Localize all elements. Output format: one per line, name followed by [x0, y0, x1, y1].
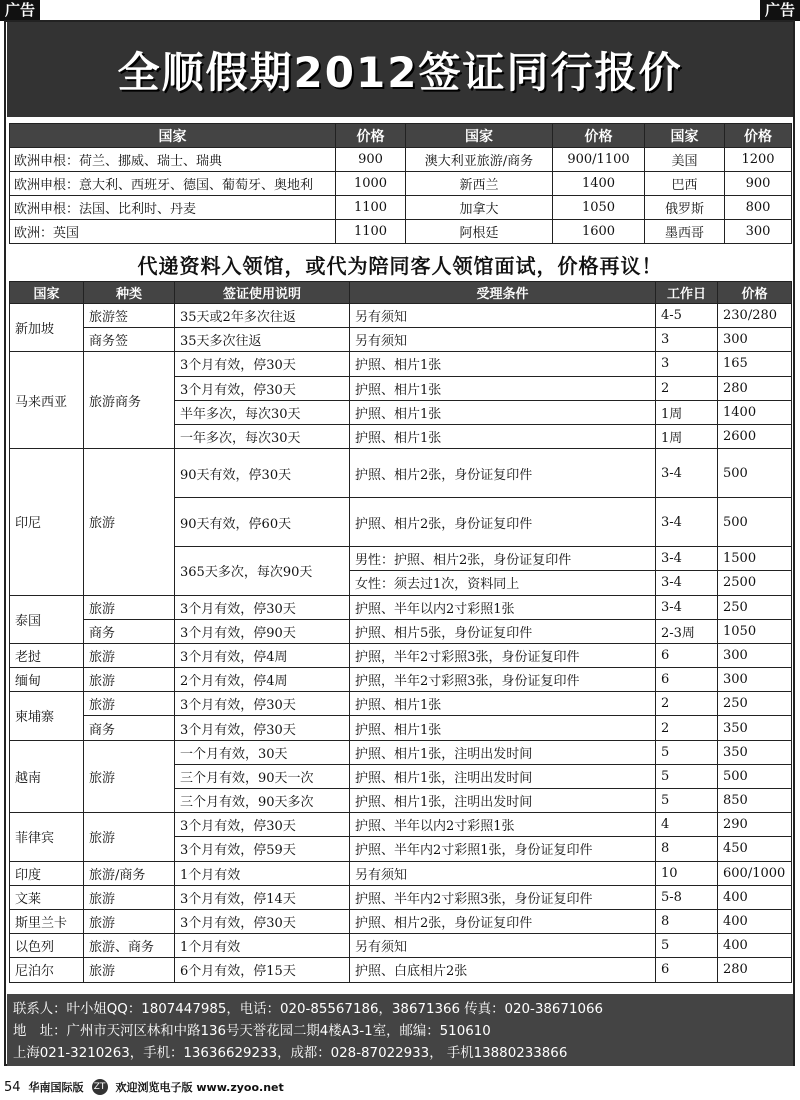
price-cell: 900/1100 — [553, 148, 645, 172]
days-cell: 8 — [656, 837, 718, 861]
desc-cell: 3个月有效，停4周 — [175, 643, 350, 667]
country-cell: 泰国 — [10, 595, 84, 643]
days-cell: 3-4 — [656, 498, 718, 547]
price-cell: 300 — [718, 328, 792, 352]
price-cell: 165 — [718, 352, 792, 376]
page-title: 全顺假期2012签证同行报价 — [117, 47, 683, 97]
req-cell: 男性：护照、相片2张，身份证复印件 — [350, 547, 656, 571]
table-row — [10, 328, 792, 352]
visa-table-header — [10, 282, 792, 304]
type-cell: 旅游 — [84, 449, 175, 595]
country-cell: 越南 — [10, 740, 84, 813]
days-cell: 2-3周 — [656, 619, 718, 643]
price-cell: 250 — [718, 692, 792, 716]
type-cell: 商务 — [84, 619, 175, 643]
table-row — [10, 958, 792, 982]
title-banner — [7, 22, 793, 117]
country-cell: 印尼 — [10, 449, 84, 595]
country-cell: 尼泊尔 — [10, 958, 84, 982]
price-cell: 2500 — [718, 571, 792, 595]
price-table — [9, 123, 792, 244]
table-row — [10, 740, 792, 764]
table-row — [10, 861, 792, 885]
req-cell: 另有须知 — [350, 861, 656, 885]
req-cell: 护照、半年以内2寸彩照1张 — [350, 813, 656, 837]
table-row — [10, 716, 792, 740]
price-cell: 1000 — [336, 172, 406, 196]
req-cell: 护照、相片1张 — [350, 376, 656, 400]
price-cell: 1400 — [718, 400, 792, 424]
type-cell: 旅游 — [84, 813, 175, 861]
country-cell: 新西兰 — [406, 172, 553, 196]
desc-cell: 三个月有效，90天一次 — [175, 764, 350, 788]
price-cell: 1100 — [336, 220, 406, 244]
type-cell: 旅游 — [84, 958, 175, 982]
req-cell: 护照、相片1张 — [350, 692, 656, 716]
req-cell: 护照、白底相片2张 — [350, 958, 656, 982]
header-price: 价格 — [553, 124, 645, 148]
type-cell: 旅游商务 — [84, 352, 175, 449]
days-cell: 2 — [656, 716, 718, 740]
country-cell: 阿根廷 — [406, 220, 553, 244]
price-cell: 1100 — [336, 196, 406, 220]
country-cell: 以色列 — [10, 934, 84, 958]
req-cell: 护照、相片1张，注明出发时间 — [350, 740, 656, 764]
days-cell: 3 — [656, 352, 718, 376]
country-cell: 缅甸 — [10, 668, 84, 692]
req-cell: 女性：须去过1次，资料同上 — [350, 571, 656, 595]
desc-cell: 3个月有效，停30天 — [175, 716, 350, 740]
desc-cell: 3个月有效，停59天 — [175, 837, 350, 861]
price-cell: 2600 — [718, 424, 792, 448]
price-cell: 290 — [718, 813, 792, 837]
country-cell: 马来西亚 — [10, 352, 84, 449]
desc-cell: 3个月有效，停30天 — [175, 813, 350, 837]
country-cell: 墨西哥 — [645, 220, 725, 244]
price-cell: 300 — [725, 220, 792, 244]
country-cell: 柬埔寨 — [10, 692, 84, 740]
country-cell: 澳大利亚旅游/商务 — [406, 148, 553, 172]
header-country: 国家 — [10, 124, 336, 148]
days-cell: 10 — [656, 861, 718, 885]
table-row — [10, 449, 792, 498]
req-cell: 护照、半年以内2寸彩照1张 — [350, 595, 656, 619]
req-cell: 另有须知 — [350, 328, 656, 352]
price-cell: 230/280 — [718, 304, 792, 328]
price-cell: 1050 — [553, 196, 645, 220]
price-cell: 1400 — [553, 172, 645, 196]
days-cell: 5 — [656, 764, 718, 788]
desc-cell: 35天多次往返 — [175, 328, 350, 352]
desc-cell: 三个月有效，90天多次 — [175, 789, 350, 813]
table-row — [10, 668, 792, 692]
desc-cell: 3个月有效，停30天 — [175, 692, 350, 716]
days-cell: 3-4 — [656, 449, 718, 498]
price-cell: 800 — [725, 196, 792, 220]
req-cell: 护照、相片1张，注明出发时间 — [350, 789, 656, 813]
branch-contact-line: 上海021-3210263，手机：13636629233，成都：028-87022933， 手机13880233866 — [13, 1046, 568, 1061]
req-cell: 护照，半年2寸彩照3张，身份证复印件 — [350, 668, 656, 692]
contact-person-line: 联系人：叶小姐QQ：1807447985，电话：020-85567186，38671366 传真：020-38671066 — [13, 1002, 604, 1017]
desc-cell: 一年多次，每次30天 — [175, 424, 350, 448]
country-cell: 欧洲申根：法国、比利时、丹麦 — [10, 196, 336, 220]
desc-cell: 半年多次，每次30天 — [175, 400, 350, 424]
table-row — [10, 909, 792, 933]
days-cell: 3 — [656, 328, 718, 352]
type-cell: 商务 — [84, 716, 175, 740]
table-row — [10, 220, 792, 244]
header-country: 国家 — [10, 282, 84, 304]
table-row — [10, 196, 792, 220]
header-country: 国家 — [406, 124, 553, 148]
price-cell: 350 — [718, 740, 792, 764]
desc-cell: 365天多次，每次90天 — [175, 547, 350, 595]
country-cell: 巴西 — [645, 172, 725, 196]
type-cell: 旅游 — [84, 740, 175, 813]
days-cell: 1周 — [656, 424, 718, 448]
days-cell: 1周 — [656, 400, 718, 424]
desc-cell: 3个月有效，停30天 — [175, 909, 350, 933]
header-description: 签证使用说明 — [175, 282, 350, 304]
price-cell: 1600 — [553, 220, 645, 244]
header-workdays: 工作日 — [656, 282, 718, 304]
desc-cell: 1个月有效 — [175, 861, 350, 885]
type-cell: 旅游 — [84, 643, 175, 667]
req-cell: 护照、相片2张，身份证复印件 — [350, 909, 656, 933]
days-cell: 5 — [656, 740, 718, 764]
desc-cell: 3个月有效，停30天 — [175, 376, 350, 400]
type-cell: 旅游 — [84, 668, 175, 692]
country-cell: 菲律宾 — [10, 813, 84, 861]
req-cell: 护照、半年内2寸彩照1张，身份证复印件 — [350, 837, 656, 861]
days-cell: 6 — [656, 643, 718, 667]
req-cell: 护照、相片1张 — [350, 716, 656, 740]
country-cell: 印度 — [10, 861, 84, 885]
days-cell: 2 — [656, 376, 718, 400]
desc-cell: 90天有效，停60天 — [175, 498, 350, 547]
type-cell: 商务签 — [84, 328, 175, 352]
days-cell: 8 — [656, 909, 718, 933]
desc-cell: 35天或2年多次往返 — [175, 304, 350, 328]
price-cell: 500 — [718, 449, 792, 498]
desc-cell: 3个月有效，停30天 — [175, 595, 350, 619]
days-cell: 5-8 — [656, 885, 718, 909]
header-country: 国家 — [645, 124, 725, 148]
req-cell: 护照、相片2张，身份证复印件 — [350, 498, 656, 547]
country-cell: 欧洲：英国 — [10, 220, 336, 244]
type-cell: 旅游、商务 — [84, 934, 175, 958]
page-number: 54 — [4, 1079, 21, 1095]
desc-cell: 3个月有效，停90天 — [175, 619, 350, 643]
table-row — [10, 813, 792, 837]
header-price: 价格 — [725, 124, 792, 148]
price-cell: 1200 — [725, 148, 792, 172]
price-cell: 400 — [718, 934, 792, 958]
notice-banner: 代递资料入领馆，或代为陪同客人领馆面试，价格再议！ — [137, 254, 663, 278]
price-cell: 900 — [725, 172, 792, 196]
table-row — [10, 692, 792, 716]
address-line: 地 址：广州市天河区林和中路136号天誉花园二期4楼A3-1室，邮编：510610 — [13, 1024, 491, 1039]
days-cell: 5 — [656, 934, 718, 958]
table-row — [10, 619, 792, 643]
country-cell: 新加坡 — [10, 304, 84, 352]
website-slogan[interactable]: 欢迎浏览电子版 www.zyoo.net — [115, 1081, 284, 1094]
table-row — [10, 643, 792, 667]
ad-label-right: 广告 — [760, 0, 800, 21]
table-row — [10, 148, 792, 172]
price-cell: 900 — [336, 148, 406, 172]
table-row — [10, 172, 792, 196]
desc-cell: 2个月有效，停4周 — [175, 668, 350, 692]
req-cell: 护照、相片1张 — [350, 400, 656, 424]
ad-label-left: 广告 — [0, 0, 40, 21]
type-cell: 旅游 — [84, 909, 175, 933]
header-price: 价格 — [336, 124, 406, 148]
days-cell: 4 — [656, 813, 718, 837]
days-cell: 6 — [656, 958, 718, 982]
price-cell: 450 — [718, 837, 792, 861]
price-cell: 850 — [718, 789, 792, 813]
desc-cell: 6个月有效，停15天 — [175, 958, 350, 982]
price-cell: 400 — [718, 909, 792, 933]
days-cell: 3-4 — [656, 595, 718, 619]
desc-cell: 90天有效，停30天 — [175, 449, 350, 498]
table-row — [10, 934, 792, 958]
req-cell: 护照、半年内2寸彩照3张，身份证复印件 — [350, 885, 656, 909]
days-cell: 6 — [656, 668, 718, 692]
desc-cell: 一个月有效，30天 — [175, 740, 350, 764]
country-cell: 加拿大 — [406, 196, 553, 220]
price-cell: 500 — [718, 498, 792, 547]
desc-cell: 3个月有效，停14天 — [175, 885, 350, 909]
country-cell: 欧洲申根：意大利、西班牙、德国、葡萄牙、奥地利 — [10, 172, 336, 196]
country-cell: 俄罗斯 — [645, 196, 725, 220]
price-cell: 350 — [718, 716, 792, 740]
table-row — [10, 304, 792, 328]
price-cell: 1500 — [718, 547, 792, 571]
price-cell: 300 — [718, 643, 792, 667]
req-cell: 护照、相片1张 — [350, 352, 656, 376]
req-cell: 另有须知 — [350, 934, 656, 958]
days-cell: 2 — [656, 692, 718, 716]
price-table-header — [10, 124, 792, 148]
visa-table — [9, 281, 792, 983]
country-cell: 老挝 — [10, 643, 84, 667]
country-cell: 斯里兰卡 — [10, 909, 84, 933]
table-row — [10, 885, 792, 909]
price-cell: 400 — [718, 885, 792, 909]
type-cell: 旅游/商务 — [84, 861, 175, 885]
desc-cell: 1个月有效 — [175, 934, 350, 958]
days-cell: 3-4 — [656, 547, 718, 571]
table-row — [10, 595, 792, 619]
type-cell: 旅游 — [84, 692, 175, 716]
type-cell: 旅游 — [84, 885, 175, 909]
header-requirements: 受理条件 — [350, 282, 656, 304]
magazine-logo-icon: ZT — [92, 1079, 108, 1095]
price-cell: 300 — [718, 668, 792, 692]
days-cell: 3-4 — [656, 571, 718, 595]
country-cell: 文莱 — [10, 885, 84, 909]
header-type: 种类 — [84, 282, 175, 304]
price-cell: 250 — [718, 595, 792, 619]
price-cell: 280 — [718, 958, 792, 982]
page-footer — [4, 1078, 284, 1096]
type-cell: 旅游 — [84, 595, 175, 619]
price-cell: 1050 — [718, 619, 792, 643]
magazine-name: 华南国际版 — [28, 1081, 84, 1094]
days-cell: 5 — [656, 789, 718, 813]
req-cell: 护照、相片2张，身份证复印件 — [350, 449, 656, 498]
country-cell: 美国 — [645, 148, 725, 172]
days-cell: 4-5 — [656, 304, 718, 328]
price-cell: 600/1000 — [718, 861, 792, 885]
header-price: 价格 — [718, 282, 792, 304]
price-cell: 500 — [718, 764, 792, 788]
desc-cell: 3个月有效，停30天 — [175, 352, 350, 376]
table-row — [10, 352, 792, 376]
req-cell: 护照、相片1张 — [350, 424, 656, 448]
type-cell: 旅游签 — [84, 304, 175, 328]
req-cell: 另有须知 — [350, 304, 656, 328]
country-cell: 欧洲申根：荷兰、挪威、瑞士、瑞典 — [10, 148, 336, 172]
req-cell: 护照，半年2寸彩照3张，身份证复印件 — [350, 643, 656, 667]
price-cell: 280 — [718, 376, 792, 400]
req-cell: 护照、相片1张，注明出发时间 — [350, 764, 656, 788]
contact-panel — [7, 994, 793, 1066]
req-cell: 护照、相片5张，身份证复印件 — [350, 619, 656, 643]
